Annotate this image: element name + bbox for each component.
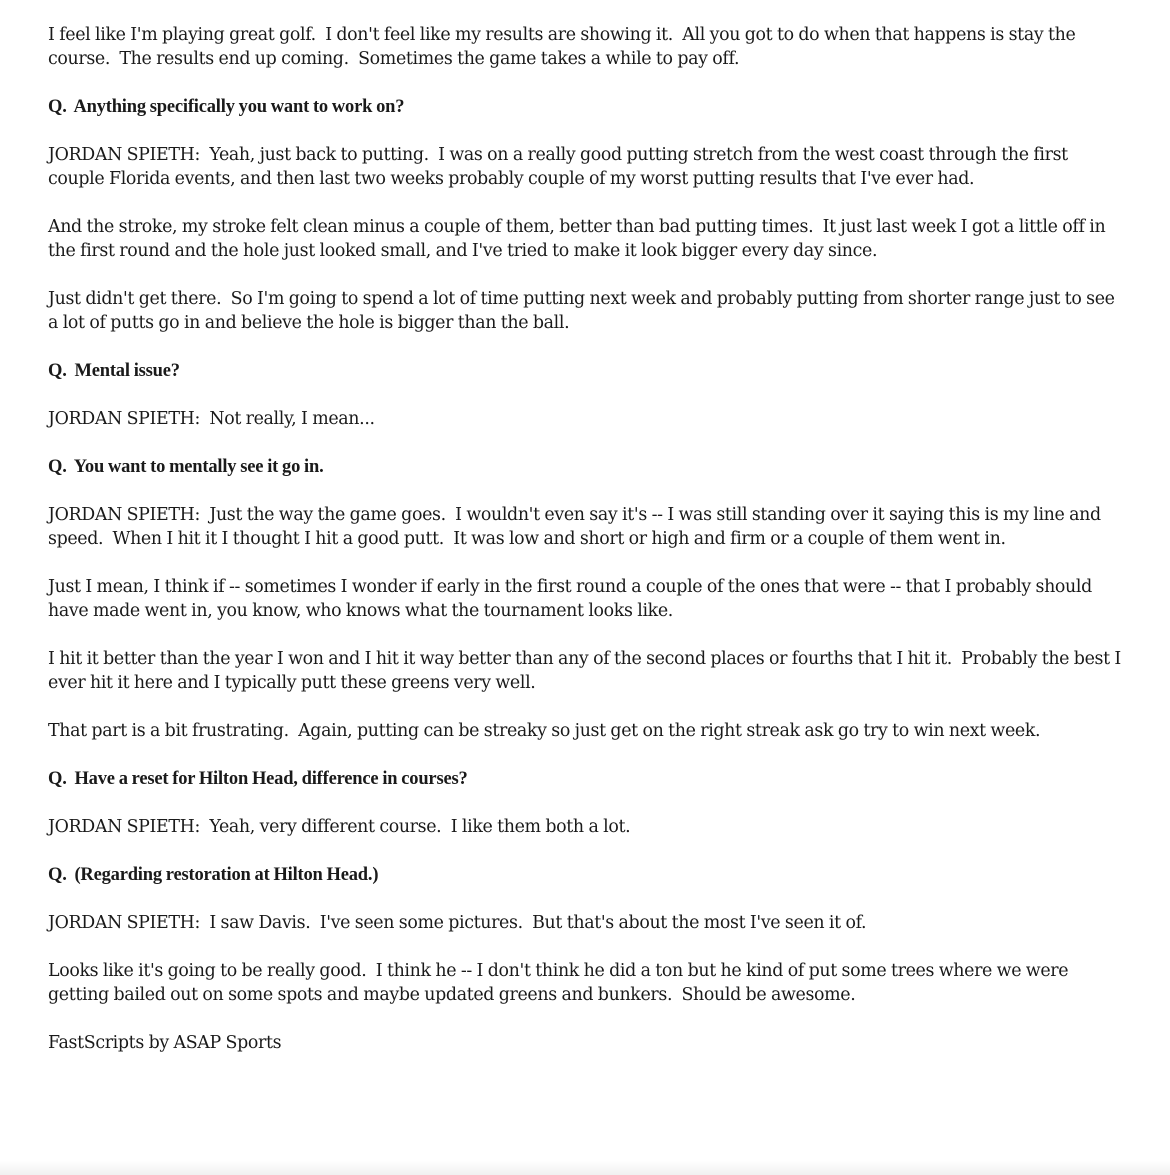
answer-paragraph: JORDAN SPIETH: I saw Davis. I've seen some pictures. But that's about the most I've seen it of.	[48, 913, 867, 933]
answer-paragraph: JORDAN SPIETH: Yeah, very different course. I like them both a lot.	[48, 817, 631, 837]
footer-credit: FastScripts by ASAP Sports	[48, 1033, 282, 1053]
question-line: Q. Mental issue?	[48, 361, 180, 381]
answer-paragraph: I feel like I'm playing great golf. I don't feel like my results are showing it. All you got to do when that happens is stay the course. The results end up coming. Sometimes the game takes a while to pay off.	[48, 25, 1081, 69]
transcript-page	[48, 23, 1128, 1079]
answer-paragraph: JORDAN SPIETH: Yeah, just back to putting. I was on a really good putting stretch from the west coast through the first couple Florida events, and then last two weeks probably couple of my worst putting results that I've ever had.	[48, 145, 1073, 189]
page-bottom-edge	[0, 1161, 1170, 1175]
answer-paragraph: And the stroke, my stroke felt clean minus a couple of them, better than bad putting times. It just last week I got a little off in the first round and the hole just looked small, and I've tried to make it look bigger every day since.	[48, 217, 1110, 261]
answer-paragraph: Looks like it's going to be really good. I think he -- I don't think he did a ton but he kind of put some trees where we were getting bailed out on some spots and maybe updated greens and bunkers. Should be awesome.	[48, 961, 1073, 1005]
question-line: Q. You want to mentally see it go in.	[48, 457, 324, 477]
answer-paragraph: I hit it better than the year I won and I hit it way better than any of the second places or fourths that I hit it. Probably the best I ever hit it here and I typically putt these greens very well.	[48, 649, 1126, 693]
answer-paragraph: JORDAN SPIETH: Not really, I mean...	[48, 409, 375, 429]
question-line: Q. Anything specifically you want to work on?	[48, 97, 405, 117]
answer-paragraph: Just didn't get there. So I'm going to spend a lot of time putting next week and probably putting from shorter range just to see a lot of putts go in and believe the hole is bigger than the ball.	[48, 289, 1120, 333]
question-line: Q. (Regarding restoration at Hilton Head.)	[48, 865, 379, 885]
answer-paragraph: JORDAN SPIETH: Just the way the game goes. I wouldn't even say it's -- I was still standing over it saying this is my line and speed. When I hit it I thought I hit a good putt. It was low and short or high and firm or a couple of them went in.	[48, 505, 1106, 549]
answer-paragraph: That part is a bit frustrating. Again, putting can be streaky so just get on the right streak ask go try to win next week.	[48, 721, 1041, 741]
answer-paragraph: Just I mean, I think if -- sometimes I wonder if early in the first round a couple of the ones that were -- that I probably should have made went in, you know, who knows what the tournament looks like.	[48, 577, 1097, 621]
question-line: Q. Have a reset for Hilton Head, difference in courses?	[48, 769, 468, 789]
